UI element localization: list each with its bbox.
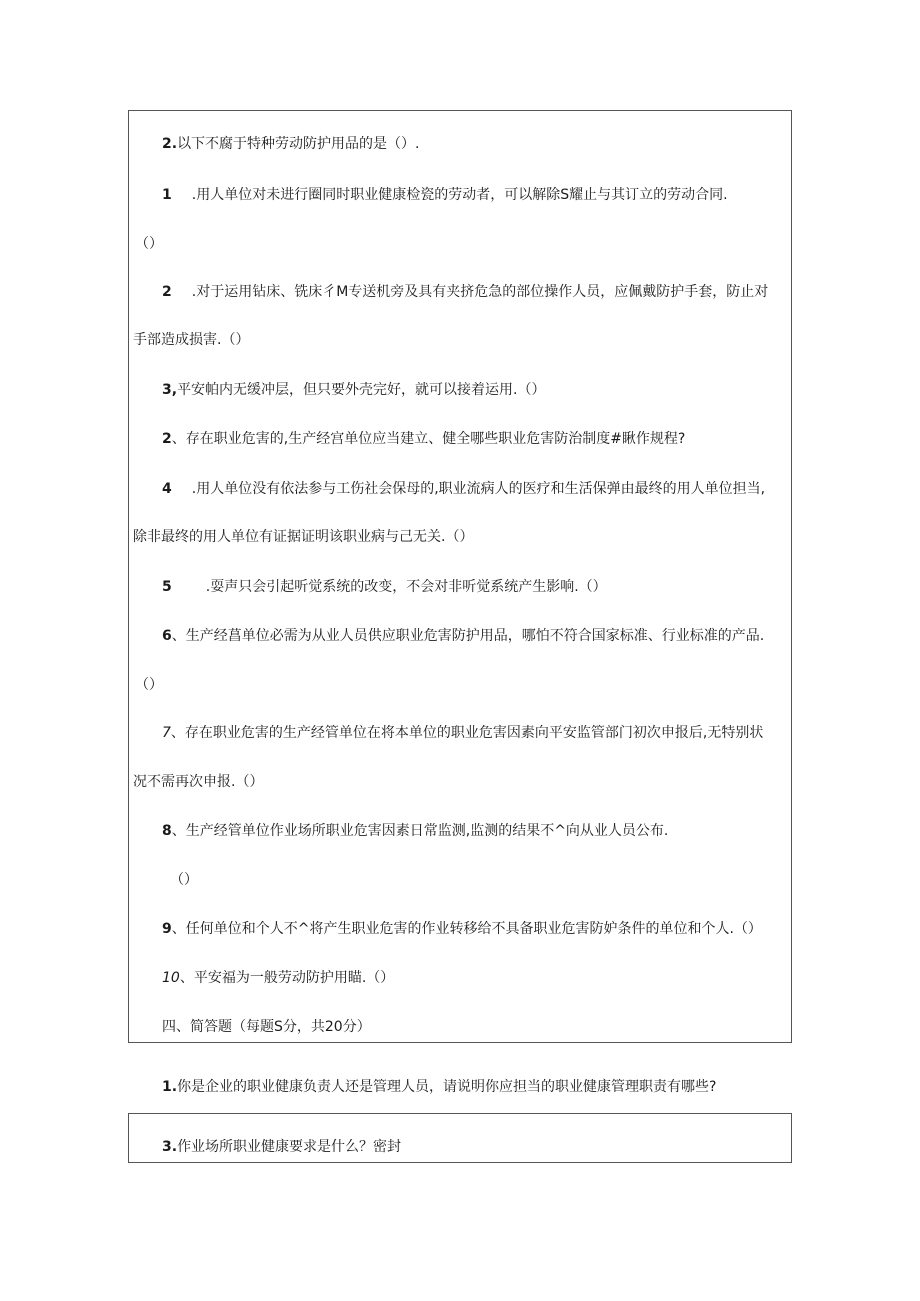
- question-text: .耍声只会引起听觉系统的改变，不会对非听觉系统产生影响.（）: [205, 579, 607, 595]
- question-frame-top: [128, 110, 792, 1043]
- question-text: 除非最终的用人单位有证据证明该职业病与己无关.（）: [133, 529, 474, 545]
- judgment-6-line: [162, 627, 764, 645]
- question-2-line: [162, 135, 420, 153]
- question-number: 10: [162, 970, 180, 986]
- question-number: 3,: [162, 382, 178, 398]
- judgment-4-continuation: [133, 528, 473, 546]
- answer-parentheses: （）: [135, 677, 163, 693]
- question-text: 、生产经管单位作业场所职业危害因素日常监测,监测的结果不^向从业人员公布.: [171, 823, 669, 839]
- question-text: 作业场所职业健康要求是什么？密封: [177, 1139, 402, 1155]
- judgment-2-line: [162, 283, 768, 301]
- question-number: 1.: [162, 1079, 178, 1095]
- judgment-2-continuation: [133, 331, 249, 349]
- judgment-7-continuation: [133, 773, 263, 791]
- question-text: .用人单位没有依法参与工伤社会保母的,职业流病人的医疗和生活保弹由最终的用人单位担当,: [191, 481, 766, 497]
- answer-blank: [170, 871, 198, 889]
- question-number: 7: [162, 725, 171, 741]
- answer-blank: [135, 235, 163, 253]
- question-number: 5: [162, 579, 172, 595]
- question-text: 以下不腐于特种劳动防护用品的是（）.: [177, 136, 420, 152]
- question-number: 8: [162, 823, 172, 839]
- question-text: 手部造成损害.（）: [133, 332, 250, 348]
- question-number: 9: [162, 921, 172, 937]
- question-text: .对于运用钻床、铣床彳M专送机旁及具有夹挤危急的部位操作人员，应佩戴防护手套，防止对: [191, 284, 769, 300]
- judgment-4-line: [162, 480, 765, 498]
- question-text: 、存在职业危害的生产经管单位在将本单位的职业危害因素向平安监管部门初次申报后,无特别状: [170, 725, 764, 741]
- question-number: 2: [162, 284, 172, 300]
- answer-blank: [135, 676, 163, 694]
- judgment-9-line: [162, 920, 762, 938]
- question-text: .用人单位对未进行圈同时职业健康检瓷的劳动者，可以解除S耀止与其订立的劳动合同.: [191, 187, 728, 203]
- judgment-7-line: [162, 724, 763, 742]
- section-heading-text: 四、简答题（每题S分，共20分）: [162, 1019, 371, 1035]
- question-text: 、平安福为一般劳动防护用瞄.（）: [179, 970, 395, 986]
- judgment-3-line: [162, 381, 546, 399]
- section-four-heading: [162, 1018, 371, 1036]
- judgment-10-line: [162, 969, 394, 987]
- question-number: 6: [162, 628, 172, 644]
- short-answer-2-line: [162, 430, 685, 448]
- judgment-1-line: [162, 186, 728, 204]
- question-text: 、存在职业危害的,生产经宫单位应当建立、健全哪些职业危害防治制度#瞅作规程?: [171, 431, 686, 447]
- judgment-5-line: [162, 578, 607, 596]
- answer-parentheses: （）: [170, 872, 198, 888]
- answer-parentheses: （）: [135, 236, 163, 252]
- short-answer-3-line: [162, 1138, 401, 1156]
- question-text: 、生产经菖单位必需为从业人员供应职业危害防护用品，哪怕不符合国家标准、行业标准的产品.: [171, 628, 765, 644]
- judgment-8-line: [162, 822, 668, 840]
- question-number: 4: [162, 481, 172, 497]
- question-number: 1: [162, 187, 172, 203]
- question-text: 、任何单位和个人不^将产生职业危害的作业转移给不具备职业危害防妒条件的单位和个人.（）: [171, 921, 762, 937]
- question-number: 2: [162, 431, 172, 447]
- question-text: 你是企业的职业健康负责人还是管理人员，请说明你应担当的职业健康管理职责有哪些?: [177, 1079, 717, 1095]
- question-number: 3.: [162, 1139, 178, 1155]
- question-number: 2.: [162, 136, 178, 152]
- short-answer-1-line: [162, 1078, 717, 1096]
- question-text: 况不需再次申报.（）: [133, 774, 264, 790]
- question-text: 平安帕内无缓冲层，但只要外壳完好，就可以接着运用.（）: [177, 382, 546, 398]
